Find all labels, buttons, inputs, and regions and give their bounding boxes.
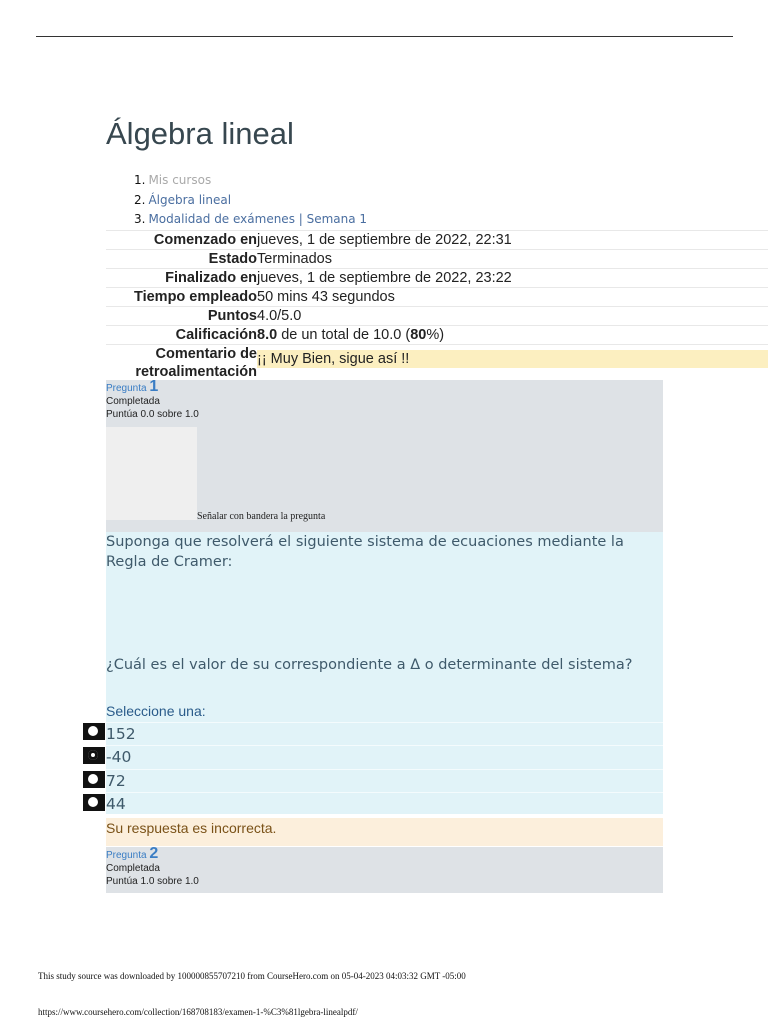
breadcrumb-link[interactable]: Modalidad de exámenes | Semana 1 [148, 212, 368, 226]
breadcrumb-link[interactable]: Álgebra lineal [148, 192, 232, 207]
question-number: 1 [149, 378, 159, 395]
answer-option[interactable]: 152 [106, 722, 663, 745]
answer-feedback: Su respuesta es incorrecta. [106, 818, 663, 846]
summary-value: Terminados [257, 251, 332, 267]
summary-value: jueves, 1 de septiembre de 2022, 22:31 [257, 232, 512, 248]
grade-score: 8.0 [257, 327, 278, 343]
question-number: 2 [149, 845, 159, 862]
breadcrumb-item-my-courses[interactable]: 1. Mis cursos [134, 173, 212, 187]
radio-icon[interactable] [83, 794, 105, 811]
summary-value: 4.0/5.0 [257, 308, 302, 324]
radio-icon[interactable] [83, 771, 105, 788]
summary-key: Comenzado en [153, 232, 257, 248]
feedback-value: ¡¡ Muy Bien, sigue así !! [257, 350, 768, 368]
question-score: Puntúa 0.0 sobre 1.0 [106, 409, 199, 420]
radio-selected-icon[interactable] [83, 747, 105, 764]
flag-question-link[interactable]: Señalar con bandera la pregunta [197, 511, 326, 522]
summary-key: Puntos [207, 308, 257, 324]
question-label: Pregunta 2 [106, 845, 159, 862]
flag-icon[interactable] [106, 427, 197, 520]
answer-option[interactable]: 44 [106, 792, 663, 815]
summary-row-state [106, 249, 768, 268]
download-note: This study source was downloaded by 100000855707210 from CourseHero.com on 05-04-2023 04:03:32 GMT -05:00 [38, 971, 466, 981]
question-status: Completada [106, 863, 160, 874]
breadcrumb-item-exam-mode[interactable]: 3. Modalidad de exámenes | Semana 1 [134, 212, 368, 226]
radio-icon[interactable] [83, 723, 105, 740]
source-url: https://www.coursehero.com/collection/168708183/examen-1-%C3%81lgebra-linealpdf/ [38, 1007, 358, 1017]
question-score: Puntúa 1.0 sobre 1.0 [106, 876, 199, 887]
summary-key: Tiempo empleado [133, 289, 257, 305]
summary-row-points [106, 306, 768, 325]
question-prompt: ¿Cuál es el valor de su correspondiente a Δ o determinante del sistema? [106, 657, 633, 673]
page-title: Álgebra lineal [106, 116, 294, 151]
question-text: Suponga que resolverá el siguiente sistema de ecuaciones mediante la Regla de Cramer: [106, 534, 624, 570]
breadcrumb-link[interactable]: Mis cursos [148, 173, 212, 187]
select-prompt: Seleccione una: [106, 703, 206, 719]
summary-key: Calificación [175, 327, 257, 343]
question-status: Completada [106, 396, 160, 407]
summary-row-started [106, 230, 768, 249]
summary-key: Finalizado en [165, 270, 257, 286]
breadcrumb [134, 171, 367, 230]
summary-row-finished [106, 268, 768, 287]
summary-value: 8.0 de un total de 10.0 (80%) [257, 327, 445, 343]
summary-row-grade [106, 325, 768, 344]
answer-option[interactable]: -40 [106, 745, 663, 768]
top-divider [36, 36, 733, 37]
attempt-summary-table [106, 230, 768, 381]
summary-row-time [106, 287, 768, 306]
grade-percent: 80 [410, 327, 427, 343]
summary-key: Comentario de retroalimentación [135, 346, 257, 380]
question-label: Pregunta 1 [106, 378, 159, 395]
answer-option[interactable]: 72 [106, 769, 663, 792]
breadcrumb-item-course[interactable]: 2. Álgebra lineal [134, 192, 232, 207]
summary-row-feedback [106, 344, 768, 381]
summary-key: Estado [208, 251, 257, 267]
question-1-info [106, 380, 663, 532]
question-2-info [106, 847, 663, 893]
summary-value: 50 mins 43 segundos [257, 289, 395, 305]
summary-value: jueves, 1 de septiembre de 2022, 23:22 [257, 270, 512, 286]
question-1-content [106, 532, 663, 814]
